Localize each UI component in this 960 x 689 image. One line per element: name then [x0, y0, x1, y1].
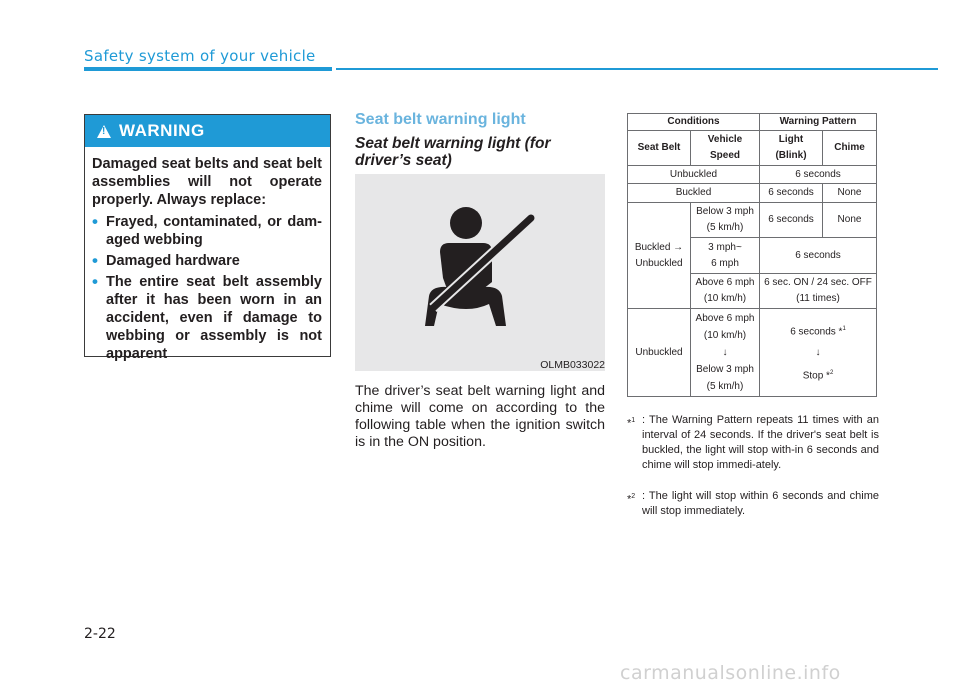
footnote-ref: 2	[829, 369, 834, 376]
section-title: Safety system of your vehicle	[84, 47, 316, 65]
table-row	[628, 114, 877, 131]
footnote-1	[627, 413, 879, 473]
section-heading: Seat belt warning light	[355, 111, 526, 128]
cell-pattern	[760, 274, 877, 309]
cell-line: Unbuckled	[635, 257, 683, 269]
cell-line: (5 km/h)	[706, 381, 744, 392]
subheading: Seat belt warning light (for driver’s seat)	[355, 135, 551, 169]
cell: 6 seconds	[760, 166, 877, 184]
cell-pattern	[760, 309, 877, 397]
cell: Unbuckled	[628, 309, 691, 397]
table-row	[628, 184, 877, 203]
watermark: carmanualsonline.info	[620, 662, 841, 684]
footnote-star: *	[627, 493, 632, 506]
warning-intro: Damaged seat belts and seat belt assemblies will not operate properly. Always replace:	[92, 156, 322, 208]
header-chime: Chime	[823, 131, 877, 166]
warning-triangle-icon	[97, 125, 111, 138]
cell: 6 seconds	[760, 203, 823, 238]
cell: None	[823, 203, 877, 238]
cell-line: 6 mph	[711, 257, 739, 269]
header-speed: Speed	[709, 150, 740, 161]
header-seat-belt: Seat Belt	[628, 131, 691, 166]
cell: None	[823, 184, 877, 203]
footnote-text: : The light will stop within 6 seconds and chime will stop immediately.	[642, 490, 879, 517]
warning-body	[85, 147, 330, 363]
warning-box	[84, 114, 331, 362]
header-vehicle-speed	[691, 131, 760, 166]
body-paragraph: The driver’s seat belt warning light and chime will come on according to the following table when the ignition switch is in the ON position.	[355, 383, 605, 450]
table-row	[628, 309, 877, 397]
footnote-text: : The Warning Pattern repeats 11 times with an interval of 24 seconds. If the driver's seat belt is buckled, the light will stop with-in 6 seconds and chime will stop immedi-ately.	[642, 414, 879, 471]
cell-line	[762, 363, 874, 386]
table-row	[628, 131, 877, 166]
seat-belt-warning-light-figure	[355, 174, 605, 371]
figure-code: OLMB033022	[540, 359, 605, 371]
cell-line: (11 times)	[796, 293, 840, 304]
cell-speed	[691, 238, 760, 274]
warning-item: • The entire seat belt assembly after it has been worn in an accident, even if damage to webbing or assembly is not apparent	[92, 273, 322, 363]
seatbelt-person-icon	[355, 174, 605, 371]
warning-header	[85, 115, 330, 147]
footnote-2	[627, 489, 879, 519]
header-rule-thin	[336, 68, 938, 70]
table-row	[628, 166, 877, 184]
cell-buckled-unbuckled	[628, 203, 691, 309]
cell-line: Below 3 mph	[696, 364, 754, 375]
cell-line: Above 6 mph	[695, 313, 755, 324]
cell-line: Buckled →	[634, 241, 684, 253]
down-arrow: ↓	[815, 346, 821, 358]
cell: Unbuckled	[628, 166, 760, 184]
cell-line: Below 3 mph	[696, 206, 754, 217]
down-arrow: ↓	[722, 347, 728, 358]
cell-line: Above 6 mph	[695, 277, 755, 288]
footnote-star: *	[627, 417, 632, 430]
warning-item: • Frayed, contaminated, or dam-aged webbing	[92, 213, 322, 249]
cell-line: (10 km/h)	[703, 330, 747, 341]
cell-speed	[691, 203, 760, 238]
cell-line: (5 km/h)	[706, 222, 744, 233]
cell-speed	[691, 309, 760, 397]
warning-item: • Damaged hardware	[92, 252, 322, 270]
cell-line: 6 sec. ON / 24 sec. OFF	[764, 277, 872, 288]
warning-title: WARNING	[119, 121, 205, 140]
footnote-mark	[627, 489, 635, 508]
page-number: 2-22	[84, 626, 116, 642]
cell-line	[762, 319, 874, 342]
footnote-ref: 1	[842, 326, 846, 333]
cell-speed	[691, 274, 760, 309]
header-rule-thick	[84, 67, 332, 71]
footnote-number: 2	[631, 493, 636, 500]
header-vehicle: Vehicle	[707, 134, 743, 145]
table-row	[628, 203, 877, 238]
cell: 6 seconds	[760, 238, 877, 274]
cell: Buckled	[628, 184, 760, 203]
header-light: Light (Blink)	[760, 131, 823, 166]
header-warning-pattern: Warning Pattern	[760, 114, 877, 131]
warning-list	[92, 213, 322, 363]
cell: 6 seconds	[760, 184, 823, 203]
cell-line: 3 mph~	[708, 241, 742, 253]
warning-pattern-table	[627, 113, 877, 397]
cell-line: (10 km/h)	[703, 293, 747, 304]
footnote-mark	[627, 413, 635, 432]
pattern-stop: Stop *	[802, 369, 830, 381]
pattern-6-seconds: 6 seconds *	[790, 326, 843, 338]
footnote-number: 1	[631, 417, 636, 424]
header-conditions: Conditions	[628, 114, 760, 131]
